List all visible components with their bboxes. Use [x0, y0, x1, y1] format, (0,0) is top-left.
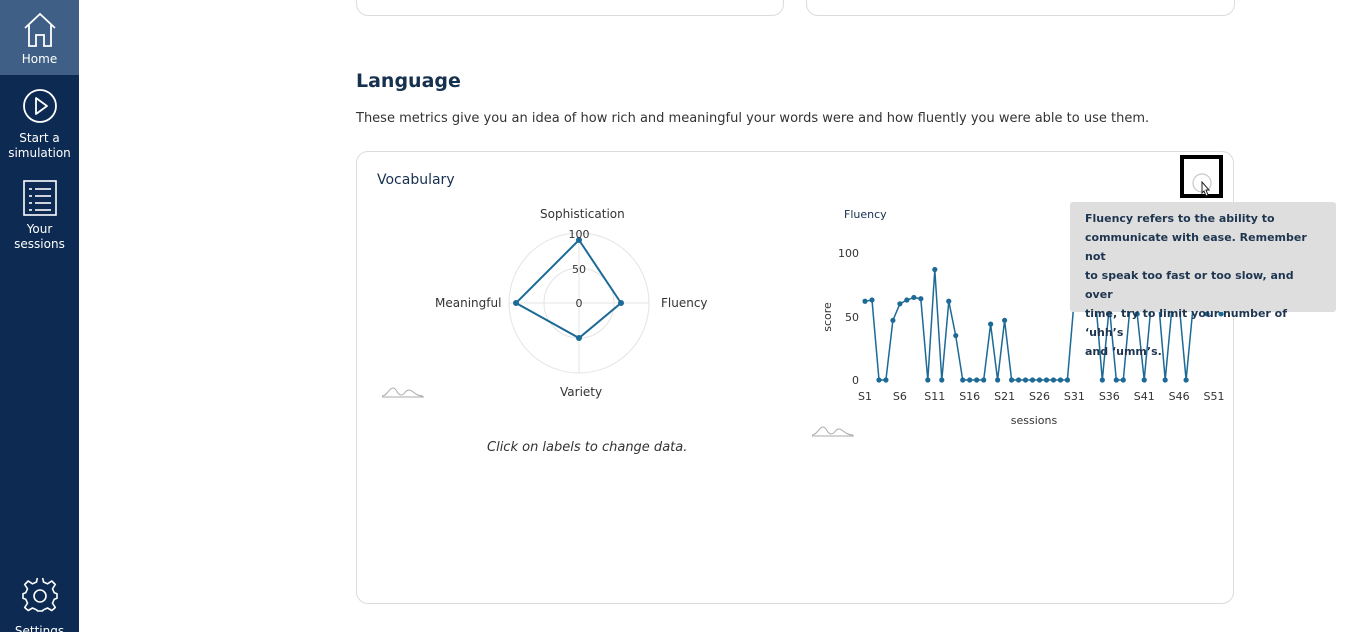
ytick-0: 0 [852, 374, 859, 387]
xtick-s1: S1 [858, 390, 872, 403]
fluency-tooltip [1070, 202, 1336, 358]
section-description: These metrics give you an idea of how rich and meaningful your words were and how fluently you were able to use them. [356, 111, 1150, 126]
nav-your-sessions[interactable] [0, 180, 79, 255]
y-axis-label: score [821, 302, 834, 332]
chart-type-icon[interactable] [381, 385, 425, 399]
line-point-s14 [953, 333, 958, 338]
line-point-s5 [890, 318, 895, 323]
line-point-s35 [1100, 377, 1105, 382]
nav-start-label-2: simulation [8, 146, 71, 160]
line-point-s44 [1163, 377, 1168, 382]
radar-tick-0: 0 [575, 297, 583, 310]
xtick-s41: S41 [1133, 390, 1155, 403]
line-point-s21 [1002, 318, 1007, 323]
x-axis-label: sessions [1010, 414, 1058, 427]
xtick-s51: S51 [1203, 390, 1225, 403]
mouse-cursor-icon [1198, 181, 1212, 199]
radar-label-fluency[interactable]: Fluency [661, 296, 708, 310]
line-point-s2 [869, 297, 874, 302]
line-point-s25 [1030, 377, 1035, 382]
vocabulary-title: Vocabulary [377, 172, 455, 188]
metric-card-top-right [806, 0, 1235, 16]
nav-settings-label: Settings [14, 624, 65, 638]
line-point-s28 [1051, 377, 1056, 382]
radar-polygon [516, 240, 621, 338]
info-button-highlight[interactable] [1180, 155, 1223, 198]
nav-home-label: Home [21, 52, 58, 66]
line-point-s37 [1114, 377, 1119, 382]
line-point-s16 [967, 377, 972, 382]
line-point-s27 [1044, 377, 1049, 382]
line-point-s26 [1037, 377, 1042, 382]
line-point-s4 [883, 377, 888, 382]
radar-tick-100: 100 [568, 228, 590, 241]
nav-start-simulation[interactable] [0, 88, 79, 168]
xtick-s16: S16 [959, 390, 981, 403]
line-chart-series-label: Fluency [844, 208, 887, 221]
line-point-s10 [925, 377, 930, 382]
home-icon [22, 11, 58, 49]
line-point-s38 [1121, 377, 1126, 382]
nav-settings[interactable] [0, 578, 79, 638]
line-point-s30 [1065, 377, 1070, 382]
tooltip-line-3: to speak too fast or too slow, and over [1085, 269, 1294, 301]
radar-label-variety[interactable]: Variety [560, 385, 603, 399]
line-point-s24 [1023, 377, 1028, 382]
nav-sessions-label-1: Your [26, 222, 53, 236]
line-point-s12 [939, 377, 944, 382]
line-point-s17 [974, 377, 979, 382]
sidebar [0, 0, 79, 638]
radar-point-variety [576, 335, 582, 341]
line-point-s23 [1016, 377, 1021, 382]
line-point-s3 [876, 377, 881, 382]
tooltip-line-5: and ‘umm’s. [1085, 345, 1162, 358]
line-point-s19 [988, 322, 993, 327]
line-point-s13 [946, 299, 951, 304]
xtick-s31: S31 [1063, 390, 1085, 403]
line-point-s22 [1009, 377, 1014, 382]
section-title: Language [356, 70, 461, 92]
xtick-s26: S26 [1029, 390, 1051, 403]
nav-start-label-1: Start a [19, 131, 60, 145]
line-point-s9 [918, 296, 923, 301]
line-point-s6 [897, 301, 902, 306]
click-hint: Click on labels to change data. [487, 440, 688, 455]
radar-point-fluency [618, 300, 624, 306]
radar-tick-50: 50 [572, 263, 586, 276]
list-icon [22, 180, 58, 216]
radar-label-meaningful[interactable]: Meaningful [435, 296, 502, 310]
nav-sessions-label-2: sessions [14, 237, 65, 251]
line-point-s41 [1142, 377, 1147, 382]
radar-label-sophistication[interactable]: Sophistication [540, 207, 625, 221]
line-point-s8 [911, 295, 916, 300]
xtick-s11: S11 [924, 390, 946, 403]
tooltip-line-4: time, try to limit your number of ‘uhh’s [1085, 307, 1288, 339]
line-point-s1 [862, 299, 867, 304]
gear-icon [22, 578, 58, 614]
chart-type-icon-2[interactable] [811, 424, 855, 438]
line-point-s20 [995, 377, 1000, 382]
line-point-s7 [904, 297, 909, 302]
ytick-50: 50 [845, 311, 859, 324]
nav-home[interactable] [0, 0, 79, 75]
xtick-s21: S21 [994, 390, 1016, 403]
tooltip-line-1: Fluency refers to the ability to [1085, 212, 1275, 225]
radar-point-meaningful [513, 300, 519, 306]
tooltip-line-2: communicate with ease. Remember not [1085, 231, 1307, 263]
metric-card-top-left [356, 0, 784, 16]
line-point-s15 [960, 377, 965, 382]
line-point-s29 [1058, 377, 1063, 382]
line-point-s18 [981, 377, 986, 382]
line-point-s47 [1183, 377, 1188, 382]
xtick-s46: S46 [1168, 390, 1190, 403]
xtick-s6: S6 [892, 390, 907, 403]
play-icon [22, 88, 58, 124]
line-point-s11 [932, 267, 937, 272]
ytick-100: 100 [838, 247, 859, 260]
xtick-s36: S36 [1098, 390, 1120, 403]
